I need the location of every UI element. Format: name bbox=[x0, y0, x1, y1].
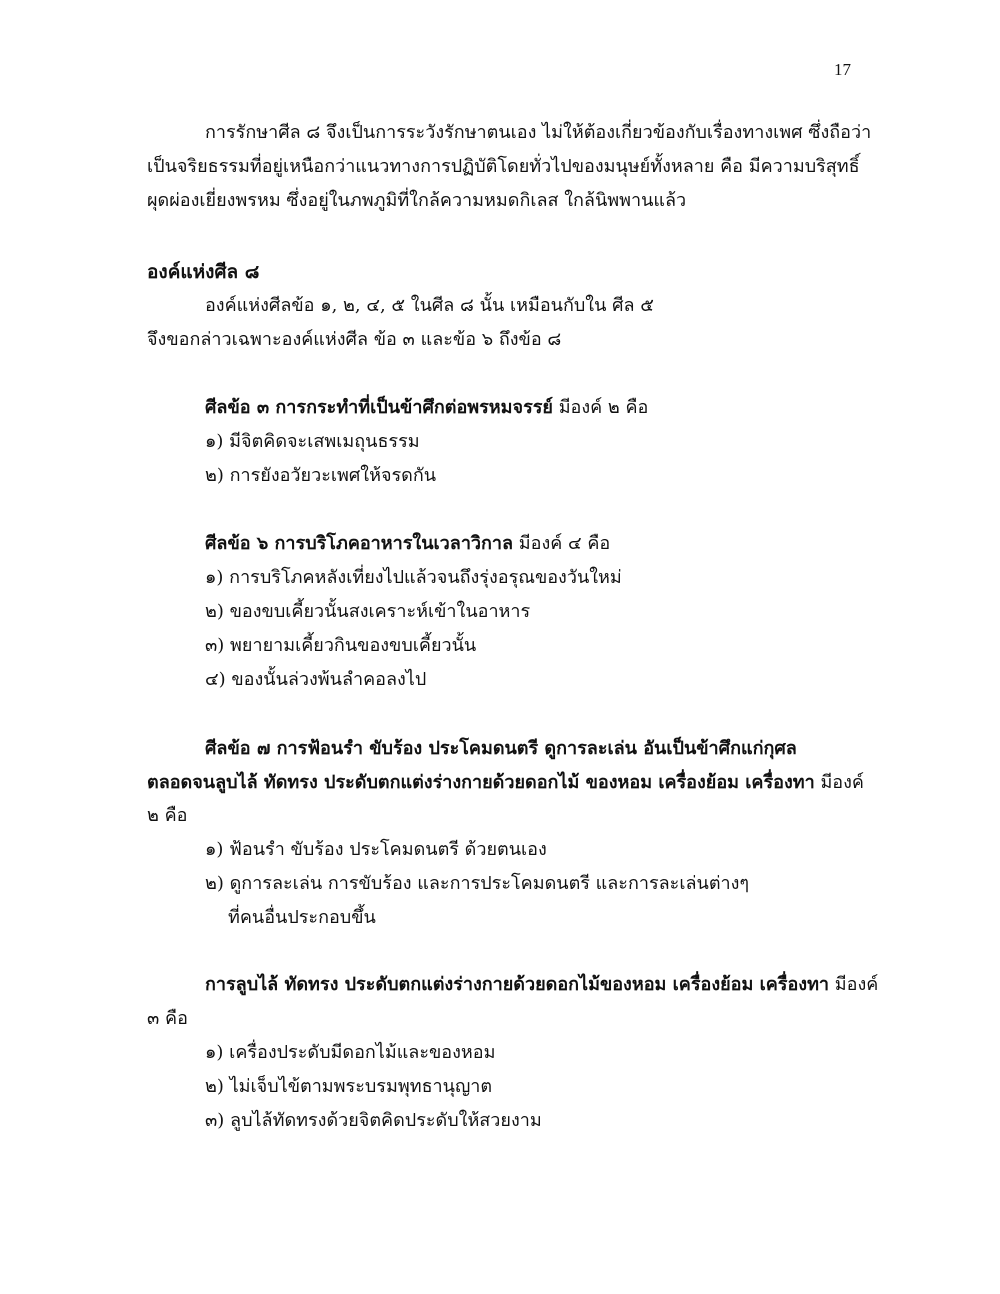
precept-6-item-3: ๓) พยายามเคี้ยวกินของขบเคี้ยวนั้น bbox=[205, 635, 477, 656]
section-line-2: จึงขอกล่าวเฉพาะองค์แห่งศีล ข้อ ๓ และข้อ ๖ ถึงข้อ ๘ bbox=[147, 329, 562, 350]
page-number: 17 bbox=[834, 60, 851, 79]
precept-7-title-line-1: ศีลข้อ ๗ การฟ้อนรำ ขับร้อง ประโคมดนตรี ดูการละเล่น อันเป็นข้าศึกแก่กุศล bbox=[205, 738, 797, 759]
precept-6-item-1: ๑) การบริโภคหลังเที่ยงไปแล้วจนถึงรุ่งอรุณของวันใหม่ bbox=[205, 567, 622, 588]
adornment-title: การลูบไล้ ทัดทรง ประดับตกแต่งร่างกายด้วยดอกไม้ของหอม เครื่องย้อม เครื่องทา มีองค์ bbox=[205, 974, 879, 995]
section-line-1: องค์แห่งศีลข้อ ๑, ๒, ๔, ๕ ในศีล ๘ นั้น เหมือนกับใน ศีล ๕ bbox=[205, 295, 654, 316]
precept-3-item-2: ๒) การยังอวัยวะเพศให้จรดกัน bbox=[205, 465, 437, 486]
precept-7-item-1: ๑) ฟ้อนรำ ขับร้อง ประโคมดนตรี ด้วยตนเอง bbox=[205, 839, 547, 860]
precept-7-title-line-2: ตลอดจนลูบไล้ ทัดทรง ประดับตกแต่งร่างกายด้วยดอกไม้ ของหอม เครื่องย้อม เครื่องทา มีองค์ bbox=[147, 772, 864, 793]
precept-6-title: ศีลข้อ ๖ การบริโภคอาหารในเวลาวิกาล มีองค์ ๔ คือ bbox=[205, 533, 611, 554]
intro-line-2: เป็นจริยธรรมที่อยู่เหนือกว่าแนวทางการปฏิบัติโดยทั่วไปของมนุษย์ทั้งหลาย คือ มีความบริสุทธิ์ bbox=[147, 156, 860, 177]
precept-6-item-4: ๔) ของนั้นล่วงพ้นลำคอลงไป bbox=[205, 669, 427, 690]
precept-6-item-2: ๒) ของขบเคี้ยวนั้นสงเคราะห์เข้าในอาหาร bbox=[205, 601, 531, 622]
adornment-item-2: ๒) ไม่เจ็บไข้ตามพระบรมพุทธานุญาต bbox=[205, 1076, 493, 1097]
precept-7-item-2-line-1: ๒) ดูการละเล่น การขับร้อง และการประโคมดนตรี และการละเล่นต่างๆ bbox=[205, 873, 750, 894]
precept-7-line-3: ๒ คือ bbox=[147, 805, 188, 826]
adornment-item-3: ๓) ลูบไล้ทัดทรงด้วยจิตคิดประดับให้สวยงาม bbox=[205, 1110, 542, 1131]
precept-7-item-2-line-2: ที่คนอื่นประกอบขึ้น bbox=[228, 907, 376, 928]
precept-3-item-1: ๑) มีจิตคิดจะเสพเมถุนธรรม bbox=[205, 431, 420, 452]
adornment-line-2: ๓ คือ bbox=[147, 1008, 188, 1029]
precept-3-title: ศีลข้อ ๓ การกระทำที่เป็นข้าศึกต่อพรหมจรรย์ มีองค์ ๒ คือ bbox=[205, 397, 649, 418]
intro-line-3: ผุดผ่องเยี่ยงพรหม ซึ่งอยู่ในภพภูมิที่ใกล้ความหมดกิเลส ใกล้นิพพานแล้ว bbox=[147, 190, 687, 211]
adornment-item-1: ๑) เครื่องประดับมีดอกไม้และของหอม bbox=[205, 1042, 496, 1063]
section-heading: องค์แห่งศีล ๘ bbox=[147, 261, 260, 283]
intro-line-1: การรักษาศีล ๘ จึงเป็นการระวังรักษาตนเอง ไม่ให้ต้องเกี่ยวข้องกับเรื่องทางเพศ ซึ่งถือว่า bbox=[205, 122, 872, 143]
